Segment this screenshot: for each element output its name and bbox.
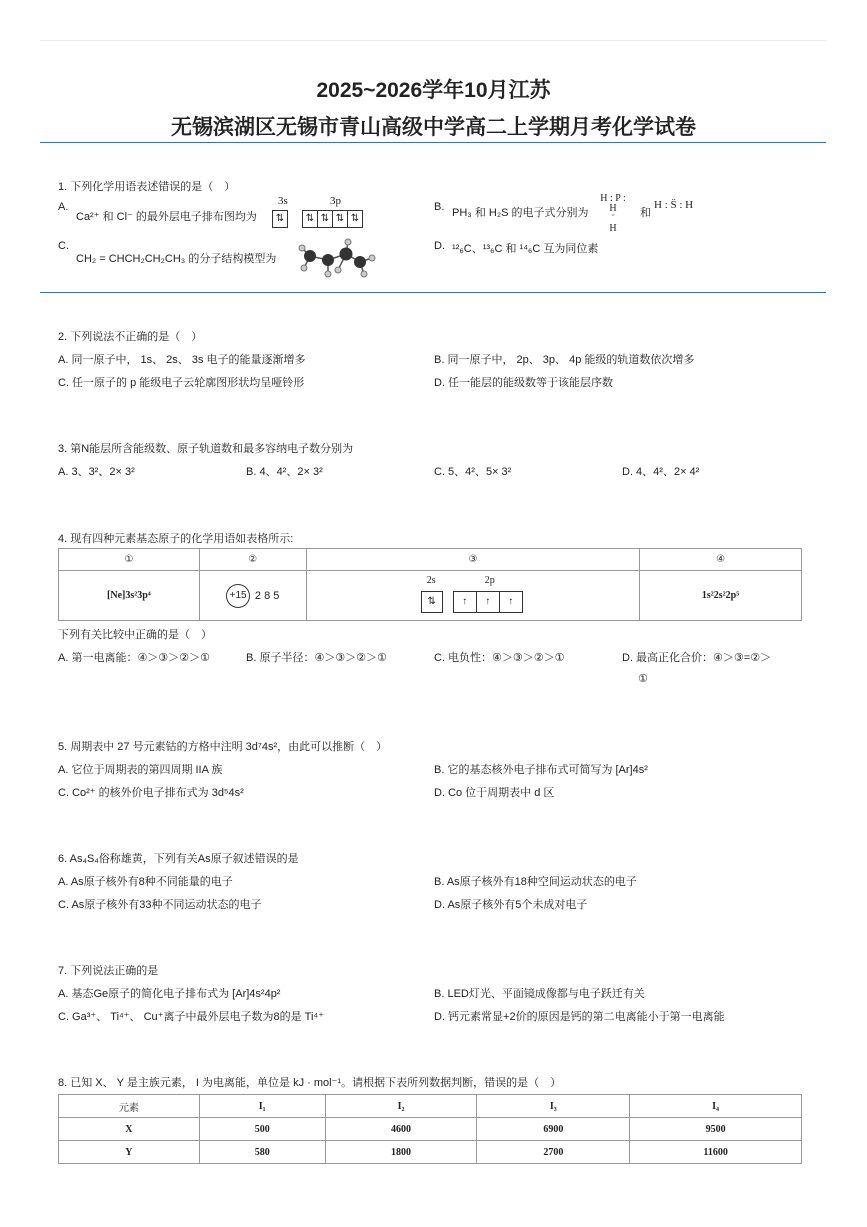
table-header-cell: I₃ [477, 1095, 630, 1118]
q1-option-b-and: 和 [640, 207, 651, 219]
q2-option-d: D. 任一能层的能级数等于该能层序数 [434, 377, 614, 389]
orbital-2s-label: 2s [426, 575, 436, 586]
config-cell-1: [Ne]3s²3p⁴ [59, 571, 200, 621]
q1-option-a-text: Ca²⁺ 和 Cl⁻ 的最外层电子排布图均为 [76, 211, 257, 223]
table-cell: 4600 [325, 1118, 477, 1141]
q1-option-b-text: PH₃ 和 H₂S 的电子式分别为 [452, 207, 589, 219]
electron-shells: 2 8 5 [254, 589, 280, 602]
orbital-3p-label: 3p [330, 195, 341, 207]
table-cell: 11600 [630, 1141, 802, 1164]
q1-option-d-text: ¹²₆C、¹³₆C 和 ¹⁴₆C 互为同位素 [452, 243, 599, 255]
q7-option-c: C. Ga³⁺、 Ti⁴⁺、 Cu⁺离子中最外层电子数为8的是 Ti⁴⁺ [58, 1011, 324, 1023]
orbital-diagram-cell [306, 571, 639, 621]
orbital-2p-label: 2p [484, 575, 495, 586]
table-cell: 1800 [325, 1141, 477, 1164]
q5-option-c: C. Co²⁺ 的核外价电子排布式为 3d⁵4s² [58, 787, 244, 799]
q4-stem: 4. 现有四种元素基态原子的化学用语如表格所示: [58, 533, 294, 545]
table-header-cell: I₁ [199, 1095, 325, 1118]
q4-option-d: D. 最高正化合价：④＞③=②＞ [622, 652, 772, 664]
table-header-cell: ① [59, 549, 200, 571]
q1-option-c-label: C. [58, 240, 69, 252]
q7-option-b: B. LED灯光、平面镜成像都与电子跃迁有关 [434, 988, 645, 1000]
exam-title-line1: 2025~2026学年10月江苏 [316, 79, 551, 102]
orbital-3s-label: 3s [278, 195, 288, 207]
q8-stem: 8. 已知 X、 Y 是主族元素， I 为电离能，单位是 kJ · mol⁻¹。请根据下表所列数据判断，错误的是（ ） [58, 1077, 562, 1089]
q5-option-b: B. 它的基态核外电子排布式可简写为 [Ar]4s² [434, 764, 648, 776]
q5-stem: 5. 周期表中 27 号元素钴的方格中注明 3d⁷4s²，由此可以推断（ ） [58, 741, 388, 753]
q1-option-c-text: CH₂ = CHCH₂CH₂CH₃ 的分子结构模型为 [76, 253, 277, 265]
table-header-cell: ② [199, 549, 306, 571]
table-row [59, 1118, 802, 1141]
q7-option-d: D. 钙元素常显+2价的原因是钙的第二电离能小于第一电离能 [434, 1011, 725, 1023]
q4-sub-question: 下列有关比较中正确的是（ ） [58, 629, 212, 641]
table-header-cell: ③ [306, 549, 639, 571]
molecule-model-diagram [298, 236, 378, 280]
q4-option-a: A. 第一电离能：④＞③＞②＞① [58, 652, 210, 664]
orbital-2s-box: ⇅ [421, 591, 442, 613]
q3-option-b: B. 4、4²、2× 3² [246, 466, 323, 478]
q3-option-a: A. 3、3²、2× 3² [58, 466, 135, 478]
q3-option-d: D. 4、4²、2× 4² [622, 466, 700, 478]
atomic-structure-cell [199, 571, 306, 621]
table-header-row [59, 549, 802, 571]
table-row [59, 1141, 802, 1164]
q4-table [58, 548, 802, 621]
q4-option-b: B. 原子半径：④＞③＞②＞① [246, 652, 387, 664]
q6-option-a: A. As原子核外有8种不同能量的电子 [58, 876, 233, 888]
section-divider [40, 292, 826, 293]
q3-option-c: C. 5、4²、5× 3² [434, 466, 512, 478]
q6-option-c: C. As原子核外有33种不同运动状态的电子 [58, 899, 262, 911]
table-cell: Y [59, 1141, 200, 1164]
q2-option-a: A. 同一原子中， 1s、 2s、 3s 电子的能量逐渐增多 [58, 354, 306, 366]
q2-stem: 2. 下列说法不正确的是（ ） [58, 331, 203, 343]
orbital-3p-boxes: ⇅ ⇅ ⇅ ⇅ [302, 210, 362, 228]
table-header-cell: ④ [640, 549, 802, 571]
q7-option-a: A. 基态Ge原子的简化电子排布式为 [Ar]4s²4p² [58, 988, 281, 1000]
table-header-row [59, 1095, 802, 1118]
q8-ionization-table [58, 1094, 802, 1164]
exam-title-line2: 无锡滨湖区无锡市青山高级中学高二上学期月考化学试卷 [171, 116, 696, 139]
q2-option-c: C. 任一原子的 p 能级电子云轮廓图形状均呈哑铃形 [58, 377, 305, 389]
electron-formula-h2s: H : S̈ : H [654, 199, 694, 211]
table-cell: 6900 [477, 1118, 630, 1141]
q1-option-a-label: A. [58, 201, 69, 213]
table-header-cell: I₄ [630, 1095, 802, 1118]
q5-option-a: A. 它位于周期表的第四周期 IIA 族 [58, 764, 223, 776]
table-cell: 580 [199, 1141, 325, 1164]
electron-formula-ph3: H : P : H ¨ H [600, 193, 626, 234]
q6-stem: 6. As₄S₄俗称雄黄，下列有关As原子叙述错误的是 [58, 853, 299, 865]
q1-option-d-label: D. [434, 240, 445, 252]
table-row [59, 571, 802, 621]
orbital-2p-boxes: ↑ ↑ ↑ [453, 591, 522, 613]
q6-option-d: D. As原子核外有5个未成对电子 [434, 899, 588, 911]
orbital-3s-box: ⇅ [272, 210, 287, 228]
q4-option-d-continued: ① [638, 673, 648, 685]
q1-stem: 1. 下列化学用语表述错误的是（ ） [58, 181, 236, 193]
q6-option-b: B. As原子核外有18种空间运动状态的电子 [434, 876, 637, 888]
table-header-cell: I₂ [325, 1095, 477, 1118]
q2-option-b: B. 同一原子中， 2p、 3p、 4p 能级的轨道数依次增多 [434, 354, 695, 366]
table-cell: 2700 [477, 1141, 630, 1164]
q3-stem: 3. 第N能层所含能级数、原子轨道数和最多容纳电子数分别为 [58, 443, 354, 455]
table-cell: 500 [199, 1118, 325, 1141]
config-cell-4: 1s²2s²2p⁵ [640, 571, 802, 621]
nucleus-circle: +15 [226, 584, 250, 608]
q5-option-d: D. Co 位于周期表中 d 区 [434, 787, 555, 799]
table-cell: X [59, 1118, 200, 1141]
table-header-cell: 元素 [59, 1095, 200, 1118]
top-divider [40, 40, 826, 41]
table-cell: 9500 [630, 1118, 802, 1141]
title-divider [40, 142, 826, 143]
q4-option-c: C. 电负性：④＞③＞②＞① [434, 652, 565, 664]
q7-stem: 7. 下列说法正确的是 [58, 965, 159, 977]
q1-option-b-label: B. [434, 201, 445, 213]
